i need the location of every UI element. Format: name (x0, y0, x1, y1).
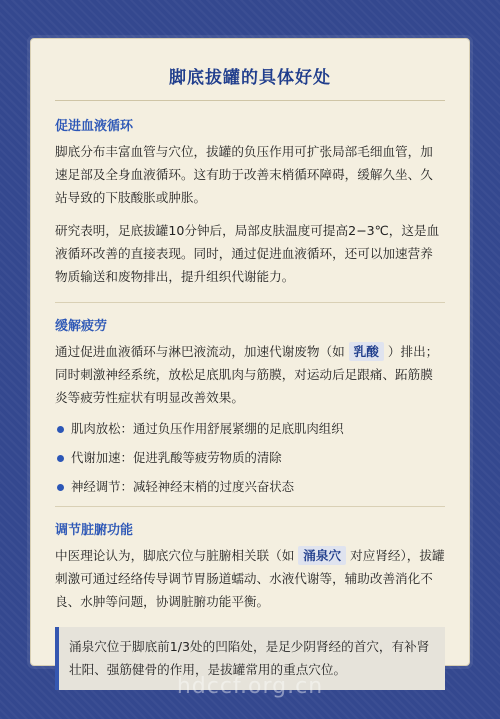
section-heading-organs: 调节脏腑功能 (55, 523, 134, 538)
bullet-text: 代谢加速：促进乳酸等疲劳物质的清除 (71, 450, 282, 465)
fatigue-text-before: 通过促进血液循环与淋巴液流动，加速代谢废物（如 (55, 344, 345, 359)
list-item (55, 477, 445, 497)
circulation-paragraph-1: 脚底分布丰富血管与穴位，拔罐的负压作用可扩张局部毛细血管，加速足部及全身血液循环。这有助于改善末梢循环障碍，缓解久坐、久站导致的下肢酸胀或肿胀。 (55, 144, 433, 205)
title-divider (55, 100, 445, 101)
organs-text-before: 中医理论认为，脚底穴位与脏腑相关联（如 (55, 548, 295, 563)
bullet-dot-icon (57, 484, 64, 491)
note-callout: 涌泉穴位于脚底前1/3处的凹陷处，是足少阴肾经的首穴，有补肾壮阳、强筋健骨的作用，是拔罐常用的重点穴位。 (55, 627, 445, 690)
circulation-paragraph-2: 研究表明，足底拔罐10分钟后，局部皮肤温度可提高2−3℃，这是血液循环改善的直接表现。同时，通过促进血液循环，还可以加速营养物质输送和废物排出，提升组织代谢能力。 (55, 223, 440, 284)
organs-text-after: 对应肾经），拔罐刺激可通过经络传导调节胃肠道蠕动、水液代谢等，辅助改善消化不良、水肿等问题，协调脏腑功能平衡。 (55, 548, 445, 609)
fatigue-text-after: ）排出；同时刺激神经系统，放松足底肌肉与筋膜，对运动后足跟痛、跖筋膜炎等疲劳性症状有明显改善效果。 (55, 344, 439, 405)
watermark-text: hdccf.org.cn (176, 674, 324, 699)
bullet-text: 神经调节：减轻神经末梢的过度兴奋状态 (71, 479, 295, 494)
organs-paragraph (55, 544, 445, 613)
section-divider (55, 302, 445, 303)
keyword-highlight-yongquan: 涌泉穴 (298, 546, 346, 565)
section-divider (55, 506, 445, 507)
list-item (55, 448, 445, 468)
list-item (55, 419, 445, 439)
bullet-text: 肌肉放松：通过负压作用舒展紧绷的足底肌肉组织 (71, 421, 344, 436)
section-heading-fatigue: 缓解疲劳 (55, 319, 108, 334)
article-card (30, 38, 470, 677)
fatigue-bullet-list (55, 419, 445, 497)
page-title: 脚底拔罐的具体好处 (169, 68, 331, 88)
section-heading-circulation: 促进血液循环 (55, 119, 134, 134)
bullet-dot-icon (57, 426, 64, 433)
bullet-dot-icon (57, 455, 64, 462)
fatigue-paragraph (55, 340, 445, 409)
keyword-highlight-lactic-acid: 乳酸 (349, 342, 384, 361)
